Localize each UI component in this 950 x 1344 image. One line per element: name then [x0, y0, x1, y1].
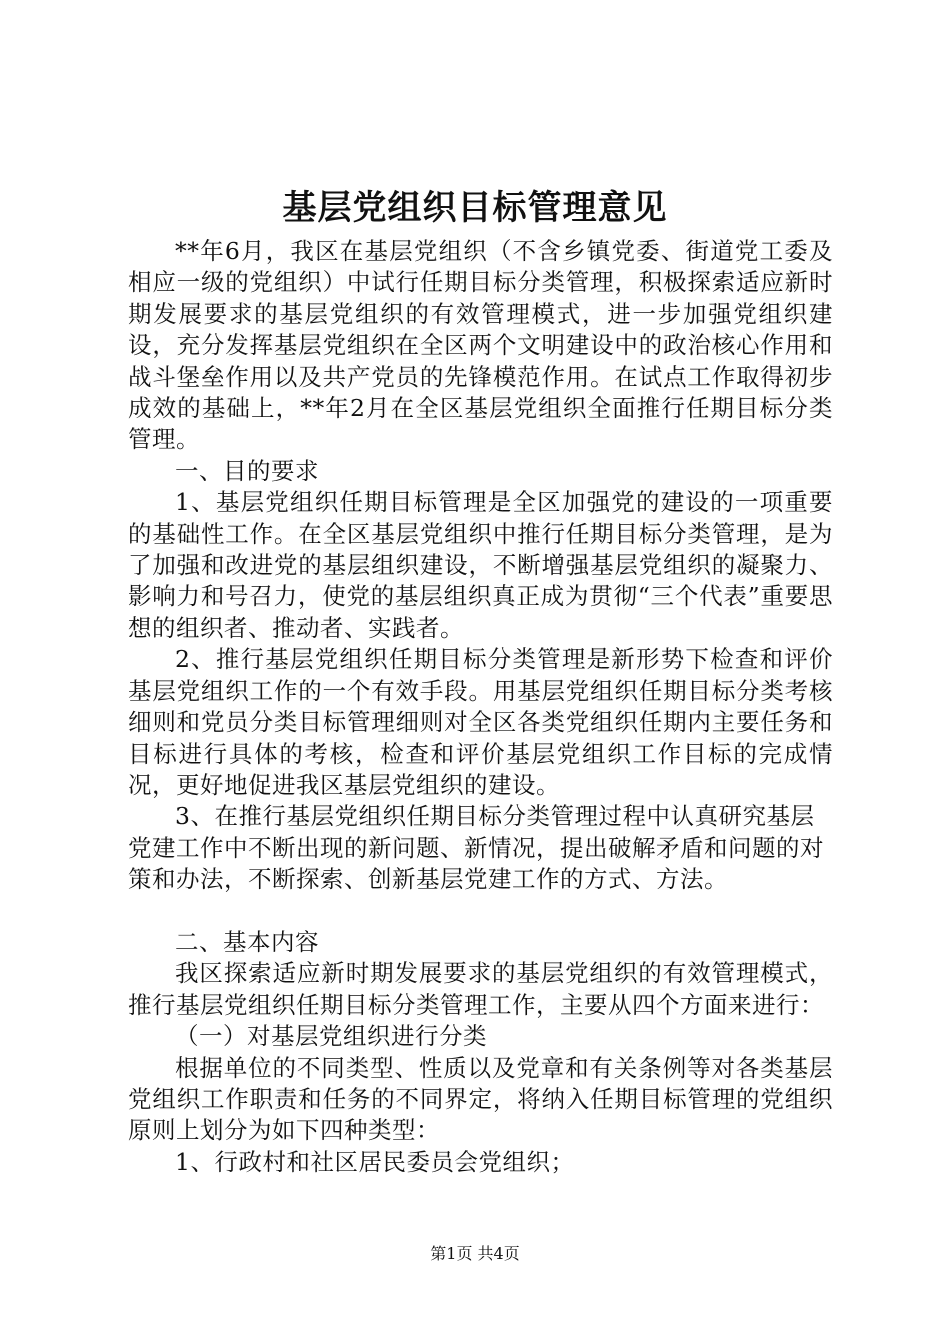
- paragraph-intro: **年6月，我区在基层党组织（不含乡镇党委、街道党工委及相应一级的党组织）中试行任期目标分类管理，积极探索适应新时期发展要求的基层党组织的有效管理模式，进一步加强党组织建设，充分发挥基层党组织在全区两个文明建设中的政治核心作用和战斗堡垒作用以及共产党员的先锋模范作用。在试点工作取得初步成效的基础上，**年2月在全区基层党组织全面推行任期目标分类管理。: [128, 237, 833, 454]
- page-footer: 第1页 共4页: [430, 1244, 520, 1263]
- paragraph-purpose-1: 1、基层党组织任期目标管理是全区加强党的建设的一项重要的基础性工作。在全区基层党组织中推行任期目标分类管理，是为了加强和改进党的基层组织建设，不断增强基层党组织的凝聚力、影响力和号召力，使党的基层组织真正成为贯彻“三个代表”重要思想的组织者、推动者、实践者。: [128, 488, 833, 642]
- subsection-heading-classify: （一）对基层党组织进行分类: [175, 1022, 487, 1051]
- section-heading-purpose: 一、目的要求: [175, 456, 319, 485]
- list-item-type-1: 1、行政村和社区居民委员会党组织；: [175, 1147, 575, 1176]
- document-body: [128, 236, 833, 1178]
- paragraph-classify: 根据单位的不同类型、性质以及党章和有关条例等对各类基层党组织工作职责和任务的不同界定，将纳入任期目标管理的党组织原则上划分为如下四种类型：: [128, 1053, 833, 1145]
- paragraph-purpose-3: 3、在推行基层党组织任期目标分类管理过程中认真研究基层党建工作中不断出现的新问题、新情况，提出破解矛盾和问题的对策和办法，不断探索、创新基层党建工作的方式、方法。: [128, 802, 824, 894]
- section-heading-content: 二、基本内容: [175, 927, 319, 956]
- document-title: 基层党组织目标管理意见: [282, 188, 668, 228]
- blank-line: [128, 896, 833, 927]
- paragraph-content-intro: 我区探索适应新时期发展要求的基层党组织的有效管理模式，推行基层党组织任期目标分类管理工作，主要从四个方面来进行：: [128, 959, 833, 1019]
- paragraph-purpose-2: 2、推行基层党组织任期目标分类管理是新形势下检查和评价基层党组织工作的一个有效手段。用基层党组织任期目标分类考核细则和党员分类目标管理细则对全区各类党组织任期内主要任务和目标进行具体的考核，检查和评价基层党组织工作目标的完成情况，更好地促进我区基层党组织的建设。: [128, 645, 833, 799]
